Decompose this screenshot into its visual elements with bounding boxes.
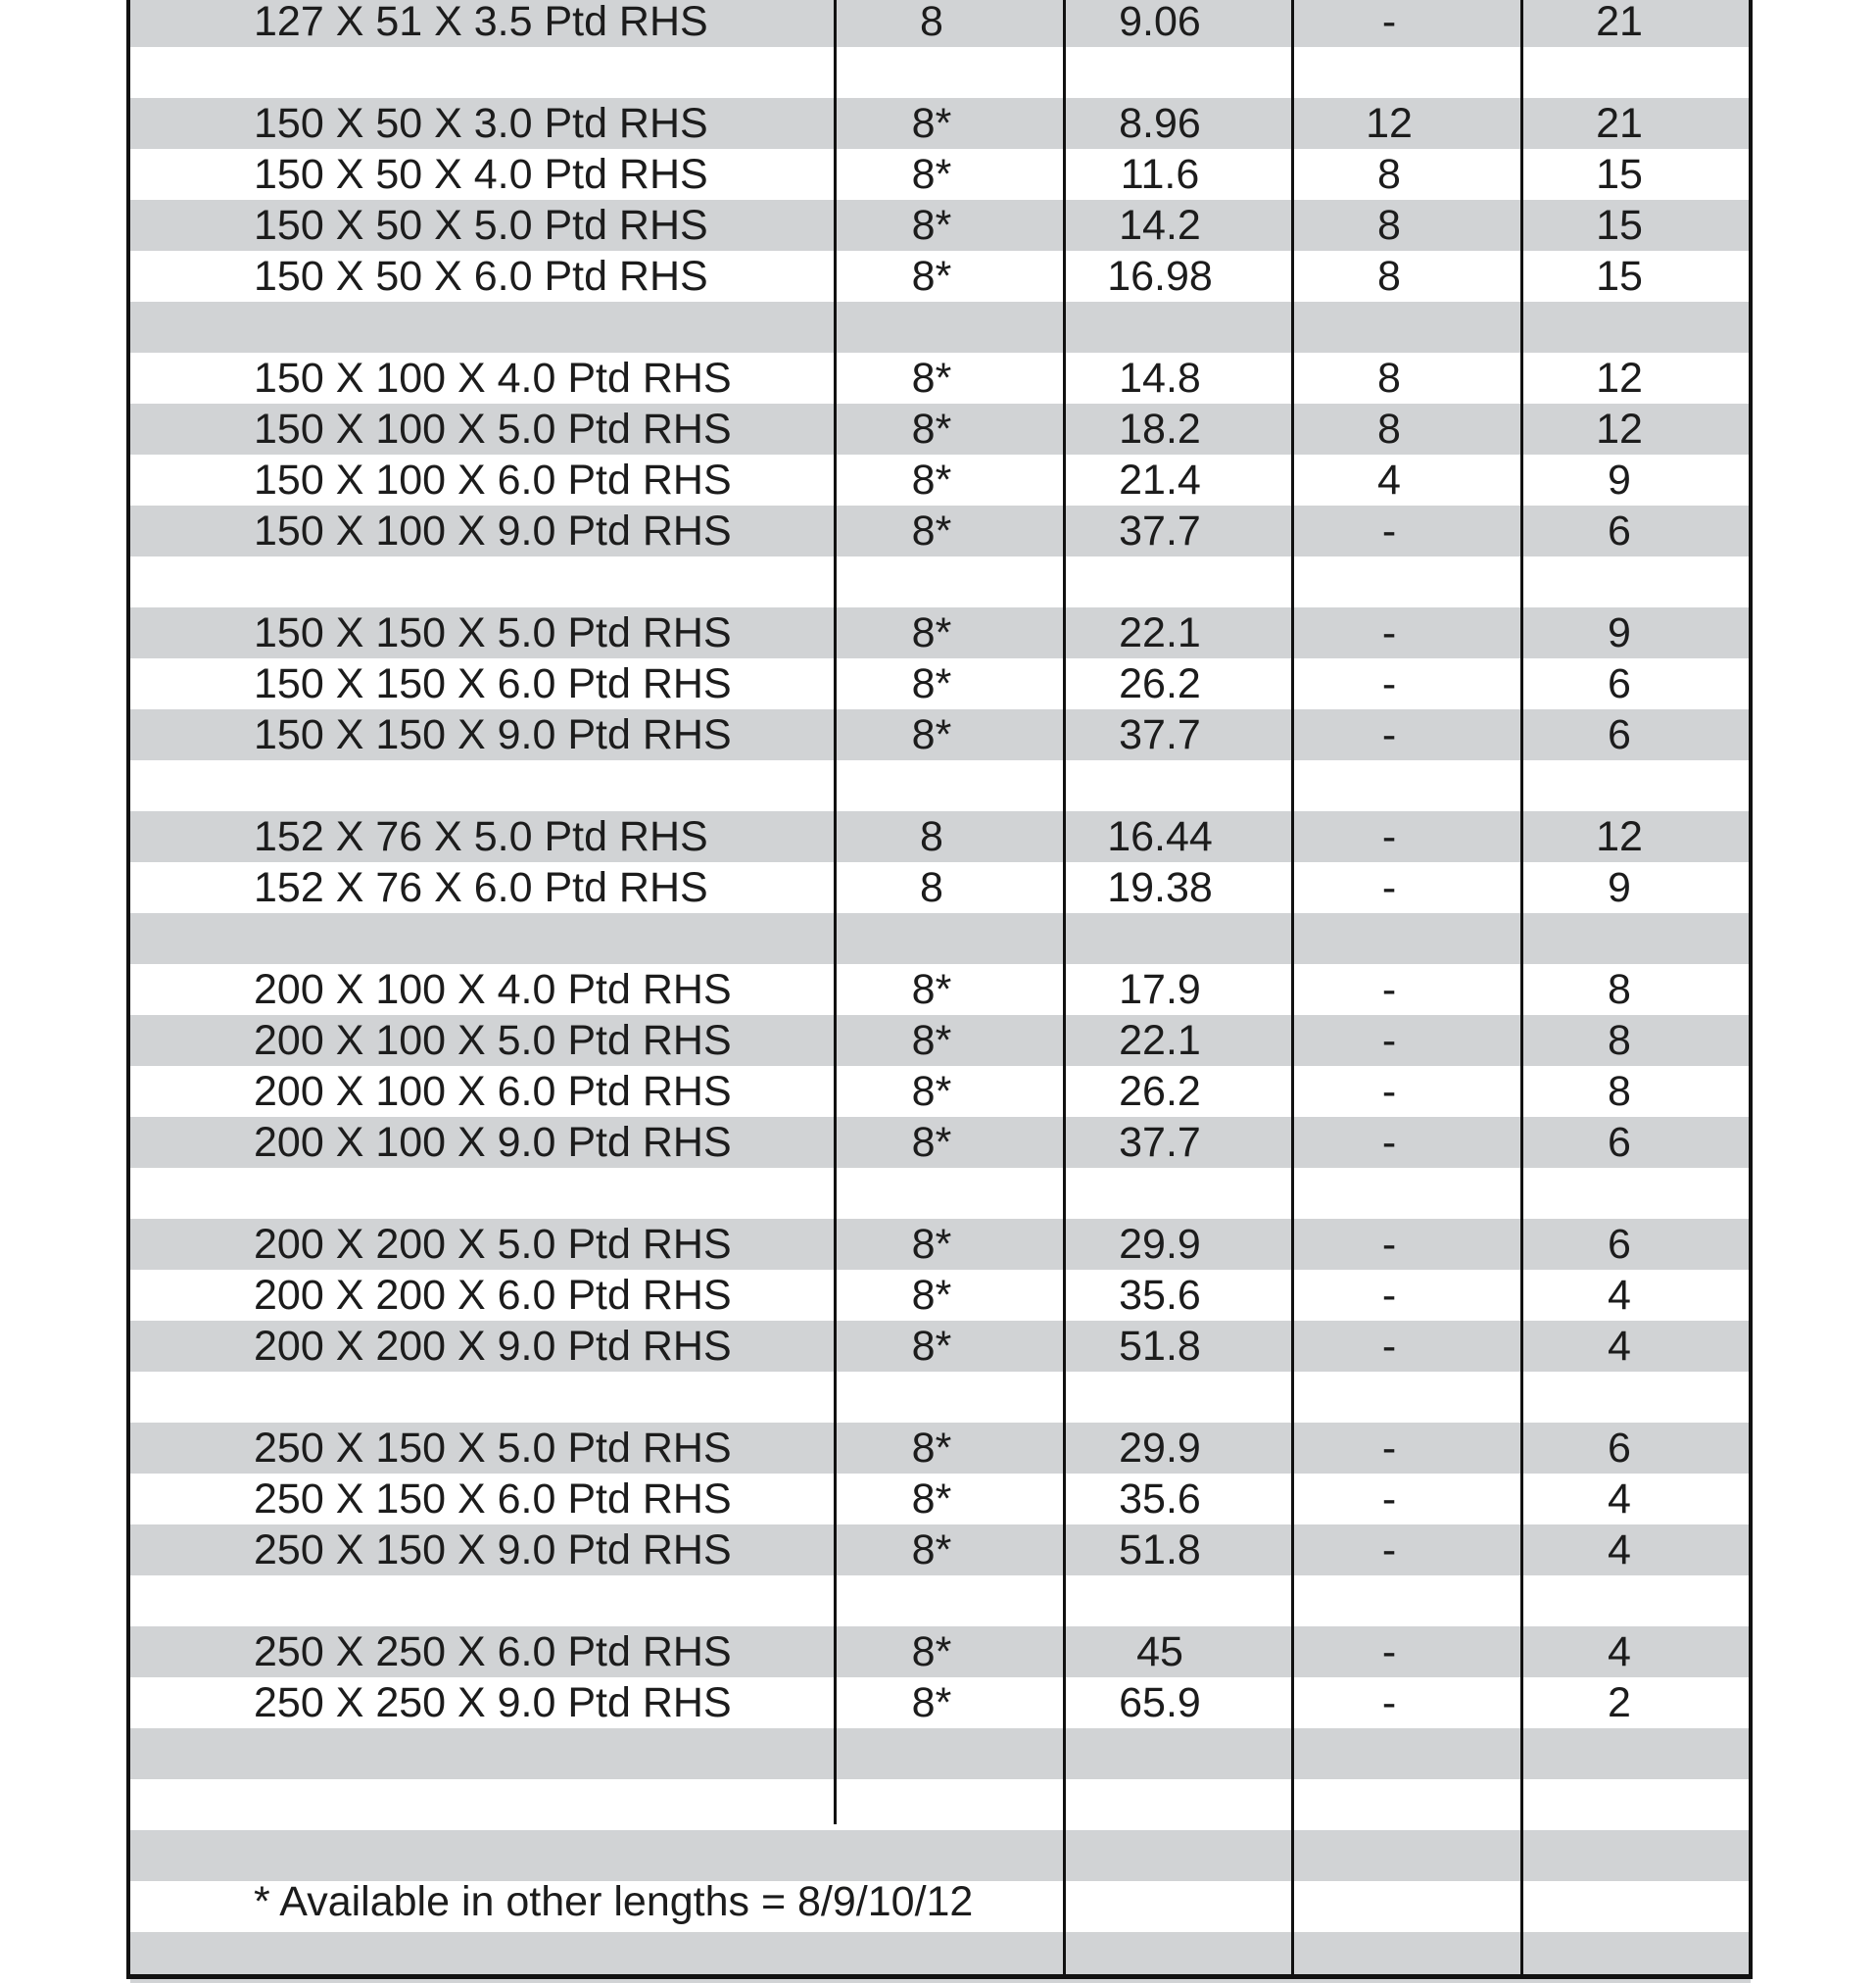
section-name-cell: 250 X 150 X 5.0 Ptd RHS [254, 1425, 732, 1472]
section-name-cell: 250 X 150 X 9.0 Ptd RHS [254, 1526, 732, 1573]
length-cell: 8 [920, 864, 943, 911]
column-divider-1 [834, 0, 837, 1824]
weight-cell: 45 [1136, 1628, 1183, 1675]
length-cell: 8* [911, 508, 952, 555]
column-4-cell: 6 [1608, 711, 1631, 758]
table-row [130, 1626, 1751, 1677]
weight-cell: 8.96 [1119, 100, 1201, 147]
length-cell: 8* [911, 355, 952, 402]
table-row [130, 1117, 1751, 1168]
table-row [130, 556, 1751, 607]
length-cell: 8* [911, 966, 952, 1013]
column-4-cell: 21 [1596, 100, 1643, 147]
length-cell: 8* [911, 457, 952, 504]
column-3-cell: 8 [1377, 253, 1401, 300]
table-row [130, 47, 1751, 98]
column-3-cell: - [1381, 1679, 1397, 1726]
length-cell: 8* [911, 1475, 952, 1523]
column-4-cell [1521, 1575, 1717, 1626]
table-row [130, 506, 1751, 556]
section-name-cell: 150 X 50 X 4.0 Ptd RHS [254, 151, 708, 198]
weight-cell: 37.7 [1119, 508, 1201, 555]
length-cell: 8* [911, 1526, 952, 1573]
column-3-cell [1291, 913, 1487, 964]
section-name-cell: 200 X 200 X 5.0 Ptd RHS [254, 1221, 732, 1268]
column-3-cell: - [1381, 1425, 1397, 1472]
length-cell: 8* [911, 1628, 952, 1675]
weight-cell: 19.38 [1107, 864, 1213, 911]
section-name-cell: 250 X 250 X 6.0 Ptd RHS [254, 1628, 732, 1675]
column-4-cell: 8 [1608, 1017, 1631, 1064]
column-4-cell: 9 [1608, 864, 1631, 911]
column-4-cell: 12 [1596, 406, 1643, 453]
length-cell: 8 [920, 813, 943, 860]
weight-cell: 21.4 [1119, 457, 1201, 504]
table-row [130, 200, 1751, 251]
weight-cell: 16.44 [1107, 813, 1213, 860]
column-4-cell: 6 [1608, 660, 1631, 707]
table-row [130, 455, 1751, 506]
column-3-cell: - [1381, 966, 1397, 1013]
column-3-cell: - [1381, 1272, 1397, 1319]
weight-cell: 51.8 [1119, 1323, 1201, 1370]
length-cell [834, 1168, 1030, 1219]
table-row [130, 1219, 1751, 1270]
column-3-cell [1291, 1372, 1487, 1423]
length-cell: 8 [920, 0, 943, 45]
section-name-cell: 150 X 100 X 5.0 Ptd RHS [254, 406, 732, 453]
weight-cell: 35.6 [1119, 1475, 1201, 1523]
column-4-cell: 15 [1596, 151, 1643, 198]
section-name-cell: 150 X 150 X 5.0 Ptd RHS [254, 609, 732, 656]
table-row [130, 1677, 1751, 1728]
column-4-cell: 12 [1596, 813, 1643, 860]
section-name-cell: 150 X 100 X 6.0 Ptd RHS [254, 457, 732, 504]
column-3-cell: - [1381, 813, 1397, 860]
column-3-cell [1291, 1575, 1487, 1626]
length-cell: 8* [911, 202, 952, 249]
table-row [130, 862, 1751, 913]
column-3-cell: - [1381, 864, 1397, 911]
column-4-cell: 9 [1608, 457, 1631, 504]
table-left-border [126, 0, 130, 1979]
column-3-cell: - [1381, 1068, 1397, 1115]
column-4-cell: 4 [1608, 1526, 1631, 1573]
footnote: * Available in other lengths = 8/9/10/12 [254, 1878, 974, 1925]
section-name-cell: 250 X 250 X 9.0 Ptd RHS [254, 1679, 732, 1726]
table-row [130, 353, 1751, 404]
weight-cell: 65.9 [1119, 1679, 1201, 1726]
table-row [130, 913, 1751, 964]
row-stripe [130, 1830, 1751, 1881]
table-row [130, 1321, 1751, 1372]
column-3-cell: - [1381, 1526, 1397, 1573]
section-name-cell: 150 X 100 X 9.0 Ptd RHS [254, 508, 732, 555]
section-name-cell: 200 X 100 X 4.0 Ptd RHS [254, 966, 732, 1013]
length-cell: 8* [911, 406, 952, 453]
column-3-cell: - [1381, 660, 1397, 707]
weight-cell [1062, 913, 1258, 964]
weight-cell: 14.8 [1119, 355, 1201, 402]
weight-cell: 37.7 [1119, 711, 1201, 758]
length-cell: 8* [911, 660, 952, 707]
column-4-cell: 9 [1608, 609, 1631, 656]
section-name-cell: 200 X 100 X 9.0 Ptd RHS [254, 1119, 732, 1166]
section-name-cell: 152 X 76 X 5.0 Ptd RHS [254, 813, 708, 860]
weight-cell: 9.06 [1119, 0, 1201, 45]
column-3-cell [1291, 556, 1487, 607]
column-4-cell: 15 [1596, 202, 1643, 249]
length-cell: 8* [911, 100, 952, 147]
weight-cell: 22.1 [1119, 1017, 1201, 1064]
column-3-cell: 12 [1366, 100, 1413, 147]
section-name-cell: 150 X 150 X 9.0 Ptd RHS [254, 711, 732, 758]
column-3-cell: 4 [1377, 457, 1401, 504]
column-3-cell: - [1381, 508, 1397, 555]
column-4-cell [1521, 1372, 1717, 1423]
column-3-cell: - [1381, 1017, 1397, 1064]
length-cell: 8* [911, 1119, 952, 1166]
column-3-cell: - [1381, 1221, 1397, 1268]
column-4-cell: 12 [1596, 355, 1643, 402]
column-3-cell [1291, 302, 1487, 353]
column-4-cell: 8 [1608, 966, 1631, 1013]
column-4-cell [1521, 302, 1717, 353]
table-row [130, 0, 1751, 47]
column-divider-4 [1520, 0, 1523, 1979]
column-4-cell: 2 [1608, 1679, 1631, 1726]
length-cell: 8* [911, 1221, 952, 1268]
table-row [130, 607, 1751, 658]
length-cell: 8* [911, 1017, 952, 1064]
table-row [130, 1168, 1751, 1219]
column-3-cell: 8 [1377, 202, 1401, 249]
table-row [130, 1524, 1751, 1575]
length-cell: 8* [911, 1323, 952, 1370]
column-3-cell [1291, 760, 1487, 811]
table-row [130, 709, 1751, 760]
table-bottom-border [126, 1974, 1753, 1979]
weight-cell: 35.6 [1119, 1272, 1201, 1319]
column-3-cell: - [1381, 1628, 1397, 1675]
length-cell: 8* [911, 711, 952, 758]
section-name-cell: 150 X 50 X 6.0 Ptd RHS [254, 253, 708, 300]
column-3-cell: 8 [1377, 355, 1401, 402]
length-cell: 8* [911, 609, 952, 656]
table-right-border [1749, 0, 1753, 1979]
table-row [130, 149, 1751, 200]
table-row [130, 1066, 1751, 1117]
weight-cell: 26.2 [1119, 1068, 1201, 1115]
column-divider-2 [1063, 0, 1066, 1979]
section-name-cell: 200 X 100 X 6.0 Ptd RHS [254, 1068, 732, 1115]
column-4-cell: 4 [1608, 1475, 1631, 1523]
length-cell [834, 913, 1030, 964]
column-4-cell: 4 [1608, 1272, 1631, 1319]
section-name-cell: 152 X 76 X 6.0 Ptd RHS [254, 864, 708, 911]
length-cell [834, 47, 1030, 98]
weight-cell: 29.9 [1119, 1425, 1201, 1472]
column-3-cell [1291, 47, 1487, 98]
length-cell [834, 556, 1030, 607]
table-row [130, 1423, 1751, 1474]
section-name-cell: 150 X 50 X 5.0 Ptd RHS [254, 202, 708, 249]
column-4-cell [1521, 1168, 1717, 1219]
column-3-cell [1291, 1168, 1487, 1219]
table-row [130, 302, 1751, 353]
length-cell [834, 302, 1030, 353]
weight-cell [1062, 556, 1258, 607]
table-row [130, 1270, 1751, 1321]
weight-cell [1062, 1372, 1258, 1423]
column-4-cell [1521, 47, 1717, 98]
section-name-cell: 150 X 100 X 4.0 Ptd RHS [254, 355, 732, 402]
weight-cell: 11.6 [1120, 151, 1200, 198]
length-cell [834, 760, 1030, 811]
column-4-cell [1521, 556, 1717, 607]
table-row [130, 1372, 1751, 1423]
column-4-cell: 15 [1596, 253, 1643, 300]
length-cell: 8* [911, 1068, 952, 1115]
column-4-cell: 8 [1608, 1068, 1631, 1115]
table-row [130, 760, 1751, 811]
weight-cell [1062, 1168, 1258, 1219]
column-3-cell: 8 [1377, 151, 1401, 198]
column-3-cell: - [1381, 1475, 1397, 1523]
column-4-cell: 6 [1608, 1425, 1631, 1472]
section-name-cell: 200 X 200 X 6.0 Ptd RHS [254, 1272, 732, 1319]
weight-cell: 16.98 [1107, 253, 1213, 300]
weight-cell [1062, 760, 1258, 811]
column-4-cell: 4 [1608, 1323, 1631, 1370]
weight-cell: 18.2 [1119, 406, 1201, 453]
table-row [130, 658, 1751, 709]
weight-cell: 14.2 [1119, 202, 1201, 249]
section-name-cell: 200 X 200 X 9.0 Ptd RHS [254, 1323, 732, 1370]
length-cell: 8* [911, 1425, 952, 1472]
column-3-cell: - [1381, 609, 1397, 656]
column-4-cell: 6 [1608, 1119, 1631, 1166]
weight-cell: 26.2 [1119, 660, 1201, 707]
section-name-cell: 150 X 50 X 3.0 Ptd RHS [254, 100, 708, 147]
table-row [130, 251, 1751, 302]
length-cell [834, 1575, 1030, 1626]
table-row [130, 1474, 1751, 1524]
table-row [130, 1575, 1751, 1626]
table-row [130, 964, 1751, 1015]
weight-cell [1062, 302, 1258, 353]
column-4-cell: 6 [1608, 508, 1631, 555]
column-3-cell: - [1381, 0, 1397, 45]
column-4-cell [1521, 760, 1717, 811]
column-4-cell: 21 [1596, 0, 1643, 45]
table-row [130, 98, 1751, 149]
column-4-cell [1521, 913, 1717, 964]
section-name-cell: 150 X 150 X 6.0 Ptd RHS [254, 660, 732, 707]
weight-cell [1062, 1575, 1258, 1626]
length-cell [834, 1372, 1030, 1423]
column-4-cell: 4 [1608, 1628, 1631, 1675]
column-3-cell: - [1381, 1119, 1397, 1166]
column-3-cell: - [1381, 1323, 1397, 1370]
section-name-cell: 127 X 51 X 3.5 Ptd RHS [254, 0, 708, 45]
weight-cell: 17.9 [1119, 966, 1201, 1013]
table-row [130, 811, 1751, 862]
table-row [130, 404, 1751, 455]
weight-cell: 29.9 [1119, 1221, 1201, 1268]
weight-cell: 51.8 [1119, 1526, 1201, 1573]
section-name-cell: 200 X 100 X 5.0 Ptd RHS [254, 1017, 732, 1064]
weight-cell [1062, 47, 1258, 98]
length-cell: 8* [911, 253, 952, 300]
length-cell: 8* [911, 151, 952, 198]
column-3-cell: - [1381, 711, 1397, 758]
weight-cell: 22.1 [1119, 609, 1201, 656]
section-name-cell: 250 X 150 X 6.0 Ptd RHS [254, 1475, 732, 1523]
column-divider-3 [1291, 0, 1294, 1979]
column-3-cell: 8 [1377, 406, 1401, 453]
column-4-cell: 6 [1608, 1221, 1631, 1268]
table-row [130, 1015, 1751, 1066]
length-cell: 8* [911, 1679, 952, 1726]
row-stripe [130, 1728, 1751, 1779]
weight-cell: 37.7 [1119, 1119, 1201, 1166]
length-cell: 8* [911, 1272, 952, 1319]
